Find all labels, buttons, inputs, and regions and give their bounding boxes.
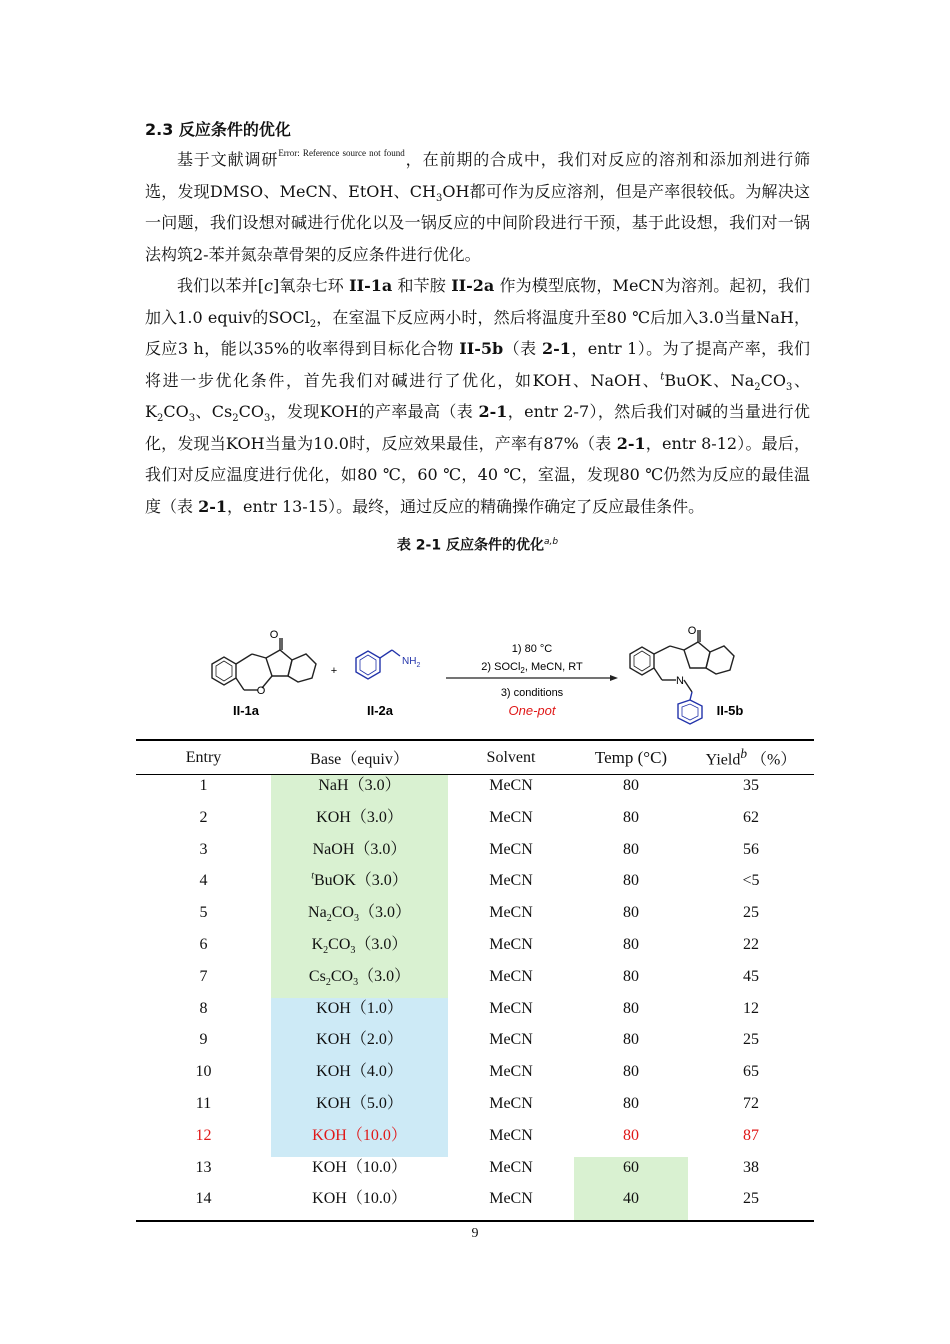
substrate-ii-2a-structure (356, 650, 400, 679)
text: 和苄胺 (392, 276, 452, 295)
cell-temp: 80 (623, 840, 639, 858)
table-ref: 2-1 (478, 402, 508, 421)
table-ref: 2-1 (198, 496, 227, 516)
cell-base: KOH（10.0） (312, 1158, 407, 1176)
cell-base: $Na_2CO_3(3.0)$ (271, 902, 448, 934)
cell-base: NaH（3.0） (271, 775, 448, 807)
caption-superscript: a,b (543, 537, 559, 547)
cell-yield: 62 (743, 808, 759, 826)
text: CO (760, 370, 786, 390)
plus-sign: + (330, 665, 338, 677)
cell-solvent: MeCN (489, 1158, 533, 1176)
cell-temp: 80 (623, 1094, 639, 1112)
col-yield: Yield$^b$ （%） (688, 740, 814, 775)
compound-label: II-5b (459, 339, 504, 358)
reaction-scheme (200, 620, 760, 730)
cell-temp: 80 (623, 808, 639, 826)
cell-solvent: MeCN (489, 1126, 533, 1144)
one-pot-label: One-pot (508, 703, 556, 718)
cell-entry: 11 (195, 1094, 212, 1112)
carbonyl-o-label: O (269, 629, 279, 641)
col-base: Base（equiv） (271, 740, 448, 775)
text: ，发现KOH的产率最高（表 (270, 402, 479, 421)
section-number: 2.3 (145, 120, 174, 139)
caption-text: 表 2-1 反应条件的优化 (396, 537, 544, 554)
condition-2: 2) SOCl$_2$, MeCN, RT (481, 661, 583, 675)
table-row (136, 998, 814, 1030)
cell-solvent: MeCN (489, 904, 533, 922)
cell-yield: <5 (742, 872, 760, 890)
cell-solvent: MeCN (489, 935, 533, 953)
cell-solvent: MeCN (489, 872, 533, 890)
cell-yield: 65 (743, 1063, 759, 1081)
arrow-head (610, 675, 618, 681)
cell-entry: 14 (136, 1188, 271, 1221)
table-ref: 2-1 (616, 433, 646, 453)
cell-yield: 35 (743, 777, 759, 794)
document-body (145, 118, 810, 556)
reference-error: Error: Reference source not found (278, 148, 405, 158)
table-row (136, 1157, 814, 1189)
cell-solvent: MeCN (489, 840, 533, 858)
cell-base: NaOH（3.0） (271, 839, 448, 871)
table-row (136, 966, 814, 998)
cell-entry: 3 (199, 840, 208, 858)
cell-entry: 9 (199, 1031, 208, 1049)
subscript: 2 (754, 381, 761, 393)
cell-temp: 80 (623, 999, 639, 1017)
text: ]氧杂七环 (272, 276, 350, 295)
text: 、K (145, 370, 810, 421)
cell-entry: 8 (199, 999, 208, 1017)
cell-yield: 25 (743, 904, 759, 922)
cell-yield: 12 (743, 999, 759, 1017)
cell-yield: 25 (688, 1188, 814, 1221)
col-entry: Entry (136, 740, 271, 775)
cell-temp: 80 (623, 777, 639, 794)
cell-solvent: MeCN (489, 777, 533, 794)
compound-label: II-2a (451, 276, 495, 295)
text: 、Cs (195, 402, 233, 421)
table-row (136, 902, 814, 934)
ring-o-label: O (256, 685, 266, 697)
cell-yield: 25 (743, 1031, 759, 1049)
text: CO (238, 402, 264, 421)
text: 我们以苯并[ (177, 276, 264, 295)
text: （表 (503, 339, 543, 358)
cell-base: KOH（5.0） (271, 1093, 448, 1125)
cell-entry: 10 (195, 1063, 212, 1081)
product-carbonyl-o-label: O (687, 625, 697, 637)
compound-label: II-1a (349, 276, 393, 295)
table-row (136, 1188, 814, 1221)
section-heading (145, 118, 810, 142)
cell-entry: 6 (199, 935, 208, 953)
cell-temp: 40 (574, 1188, 688, 1221)
table-row (136, 870, 814, 902)
substrate-ii-1a-structure (212, 638, 316, 690)
cell-solvent: MeCN (489, 999, 533, 1017)
text: BuOK、Na (664, 370, 755, 390)
section-title: 反应条件的优化 (178, 120, 291, 139)
cell-base: $Cs_2CO_3(3.0)$ (271, 966, 448, 998)
text: 基于文献调研 (177, 150, 279, 169)
cell-base: KOH（10.0） (271, 1188, 448, 1221)
cell-base: $^t$BuOK（3.0） (271, 870, 448, 902)
cell-temp: 80 (623, 1126, 639, 1144)
text: 作为模型底物，MeCN为溶剂。起初，我们加入1.0 equiv的SOCl (145, 276, 810, 327)
cell-entry: 12 (195, 1126, 212, 1144)
cell-yield: 56 (743, 840, 759, 858)
cell-yield: 38 (743, 1158, 759, 1176)
text: ，在室温下反应两小时，然后将温度升至80 ℃后加入3.0当量NaH，反应3 h，能以35%的收率得到目标化合物 (145, 307, 810, 358)
cell-base: $K_2CO_3(3.0)$ (271, 934, 448, 966)
text: ，entr 1）。为了提高产率，我们将进一步优化条件，首先我们对碱进行了优化，如KOH、NaOH、 (145, 339, 810, 390)
cell-base: KOH（2.0） (271, 1029, 448, 1061)
subscript: 2 (156, 413, 164, 425)
table-header-row (136, 740, 814, 775)
cell-entry: 2 (199, 808, 208, 826)
subscript: 2 (232, 413, 239, 425)
cell-base: KOH（10.0） (271, 1125, 448, 1157)
cell-yield: 22 (743, 935, 759, 953)
subscript: 3 (785, 381, 793, 393)
table-row (136, 839, 814, 871)
cell-temp: 80 (623, 935, 639, 953)
cell-temp: 80 (623, 1063, 639, 1081)
cell-yield: 87 (743, 1126, 759, 1144)
cell-temp: 80 (623, 967, 639, 985)
n-label: N (676, 675, 684, 687)
cell-temp: 60 (574, 1157, 688, 1189)
cell-solvent: MeCN (489, 1031, 533, 1049)
text: ，entr 2-7），然后我们对碱的当量进行优化，发现当KOH当量为10.0时，反应效果最佳，产率有87%（表 (145, 402, 810, 453)
cell-solvent: MeCN (489, 1094, 533, 1112)
cell-temp: 80 (623, 904, 639, 922)
text: ，entr 8-12）。最后，我们对反应温度进行优化，如80 ℃，60 ℃，40 ℃，室温，发现80 ℃仍然为反应的最佳温度（表 (145, 433, 810, 516)
table-row (136, 1125, 814, 1157)
cell-base: KOH（3.0） (271, 807, 448, 839)
table-row (136, 1061, 814, 1093)
text: CO (163, 402, 189, 421)
page-number: 9 (471, 1226, 479, 1241)
benzyl-group-structure (678, 692, 702, 724)
subscript: 3 (263, 413, 271, 425)
cell-base: KOH（4.0） (271, 1061, 448, 1093)
table-row (136, 775, 814, 807)
label-ii-5b: II-5b (716, 703, 744, 718)
text: ，entr 13-15）。最终，通过反应的精确操作确定了反应最佳条件。 (227, 496, 705, 516)
text: ，在前期的合成中，我们对反应的溶剂和添加剂进行筛选，发现DMSO、MeCN、EtOH、CH (145, 150, 810, 201)
cell-entry: 1 (199, 777, 208, 794)
cell-entry: 13 (195, 1158, 212, 1176)
cell-entry: 5 (199, 904, 208, 922)
cell-solvent: MeCN (489, 808, 533, 826)
paragraph-1 (145, 144, 810, 270)
table-ref: 2-1 (542, 339, 571, 358)
subscript: 3 (188, 413, 196, 425)
label-ii-2a: II-2a (366, 703, 394, 718)
cell-entry: 7 (199, 967, 208, 985)
table-caption (145, 532, 810, 556)
condition-1: 1) 80 °C (511, 643, 553, 655)
nh2-label: $NH_2$ (402, 656, 421, 669)
cell-solvent: MeCN (489, 1063, 533, 1081)
paragraph-2 (145, 270, 810, 522)
subscript: 2 (309, 318, 317, 330)
cell-temp: 80 (623, 1031, 639, 1049)
cell-solvent: MeCN (448, 1188, 574, 1221)
text: OH都可作为反应溶剂，但是产率很较低。为解决这一问题，我们设想对碱进行优化以及一锅反应的中间阶段进行干预，基于此设想，我们对一锅法构筑2-苯并氮杂䓬骨架的反应条件进行优化。 (145, 181, 810, 264)
cell-solvent: MeCN (489, 967, 533, 985)
cell-temp: 80 (623, 872, 639, 890)
cell-yield: 45 (743, 967, 759, 985)
cell-entry: 4 (199, 872, 208, 890)
table-row (136, 1029, 814, 1061)
cell-base: KOH（1.0） (271, 998, 448, 1030)
condition-3: 3) conditions (500, 687, 564, 699)
superscript: t (660, 371, 665, 383)
subscript: 3 (435, 192, 443, 204)
cell-yield: 72 (743, 1094, 759, 1112)
table-row (136, 807, 814, 839)
col-temp: Temp (°C) (574, 740, 688, 775)
col-solvent: Solvent (448, 740, 574, 775)
table-row (136, 934, 814, 966)
optimization-table (136, 739, 814, 1222)
table-row (136, 1093, 814, 1125)
table-body (136, 775, 814, 1222)
label-ii-1a: II-1a (232, 703, 260, 718)
text: c (263, 276, 273, 295)
